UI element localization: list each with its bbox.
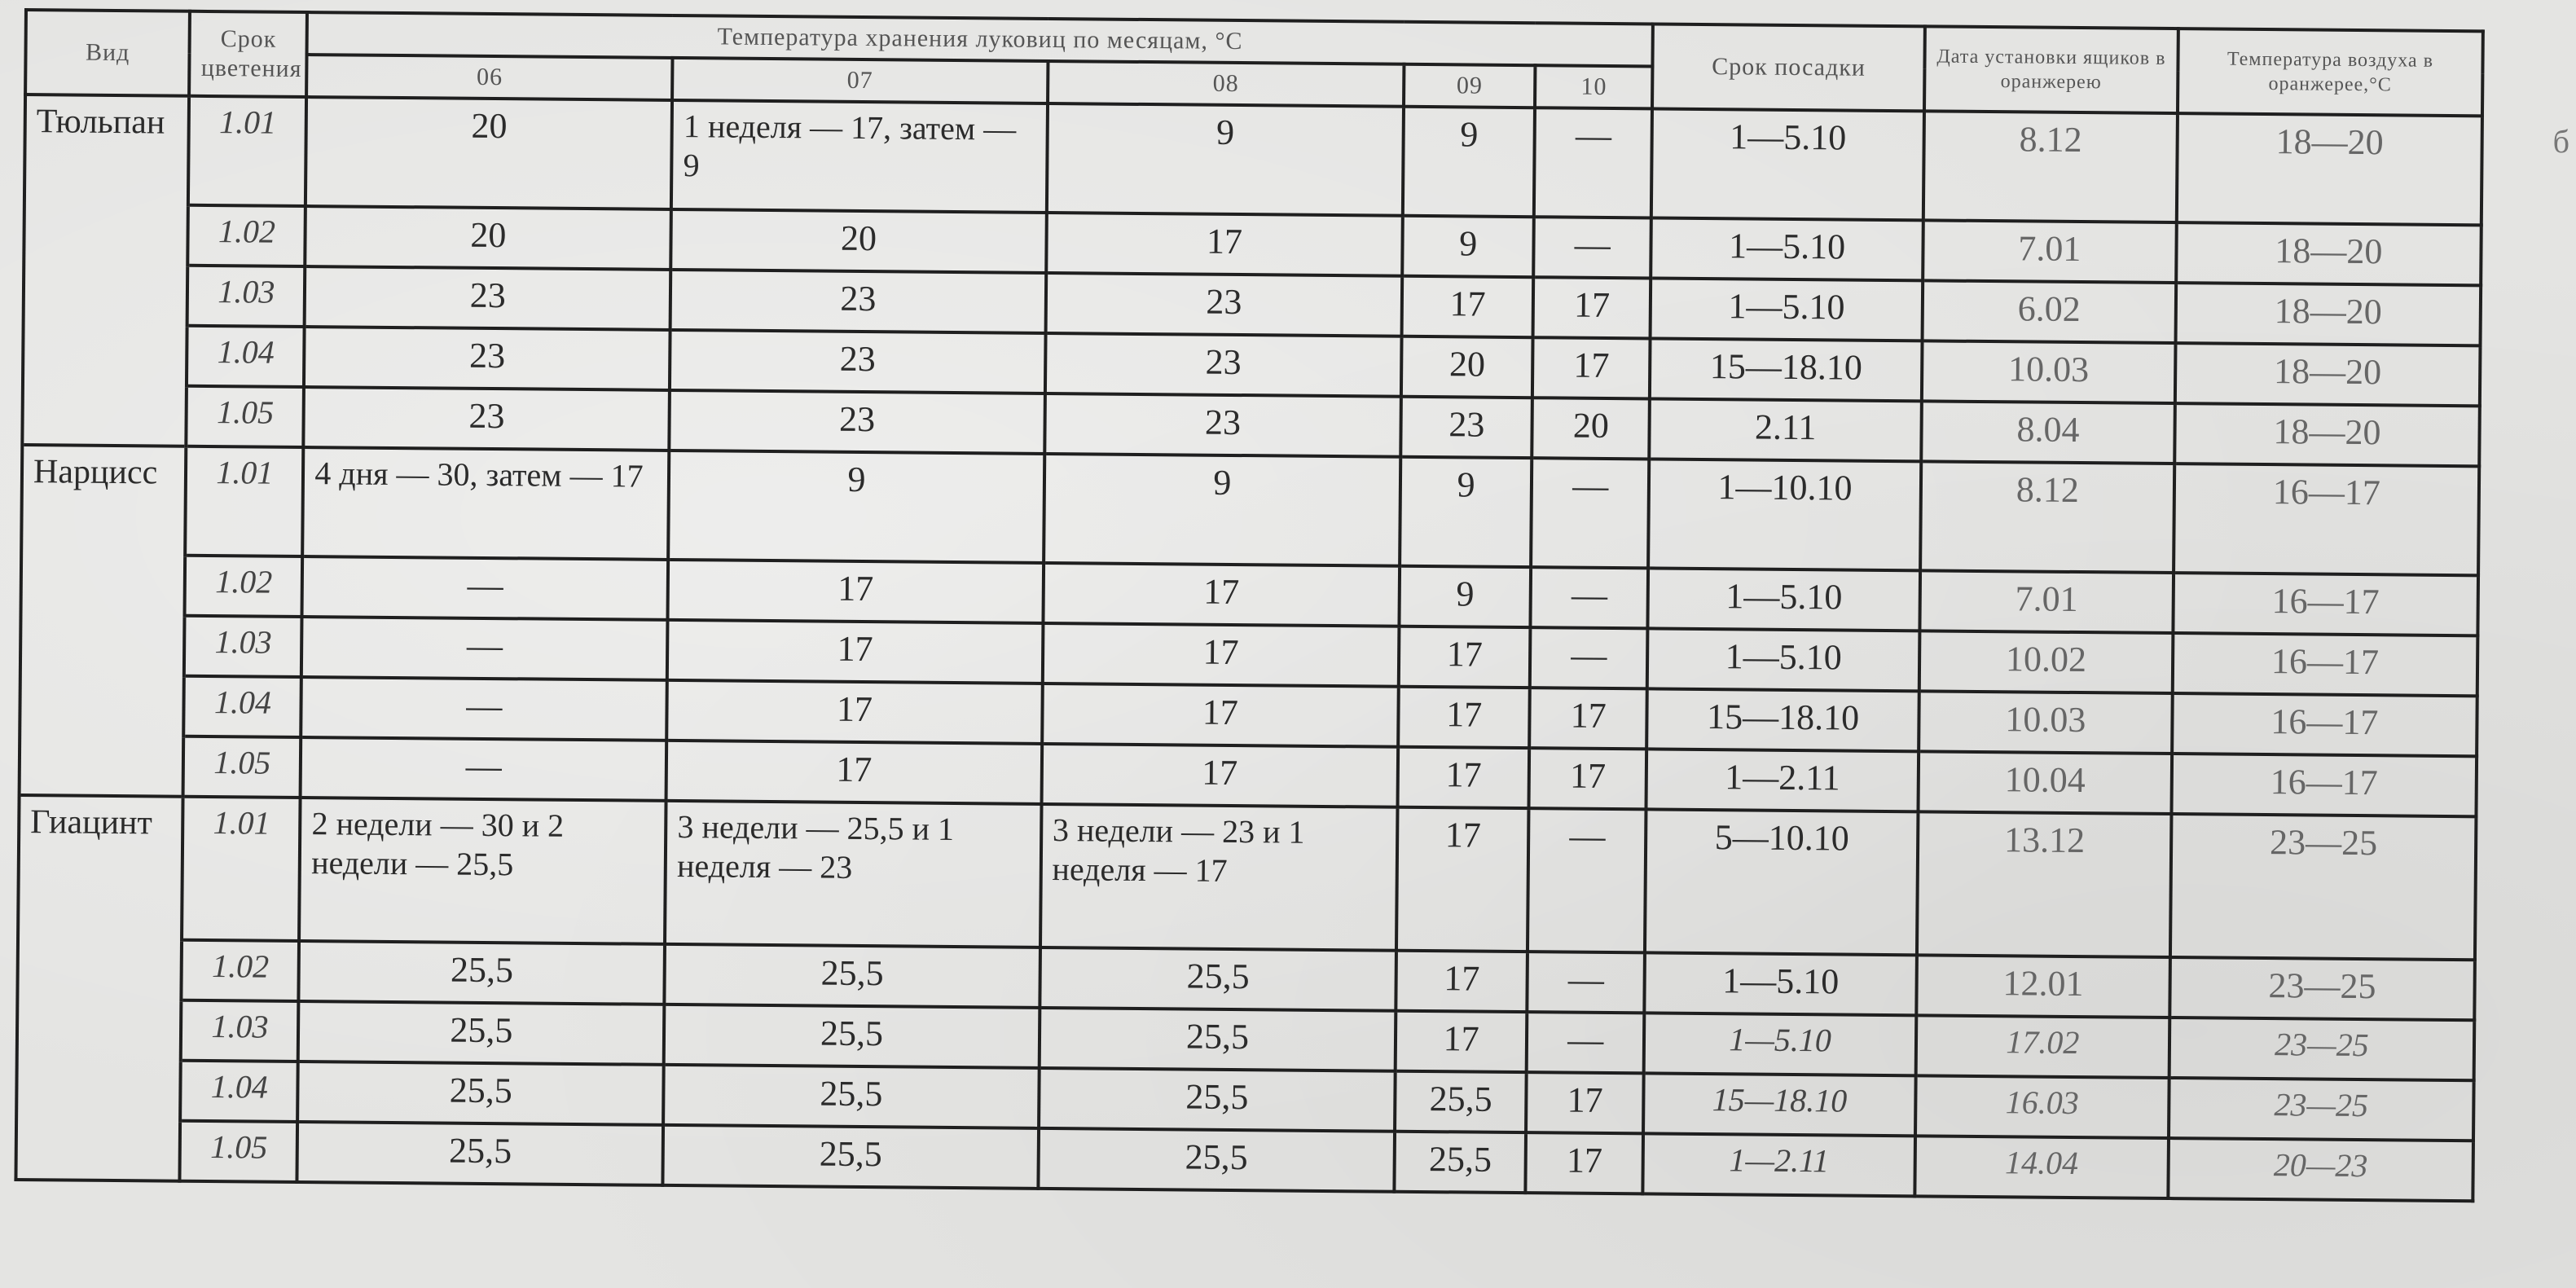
storage-10-cell: 17 <box>1526 1132 1644 1193</box>
storage-06-cell: — <box>301 617 668 680</box>
storage-07-cell: 25,5 <box>664 1004 1040 1068</box>
box-date-cell: 8.12 <box>1923 111 2178 222</box>
species-cell: Нарцисс <box>21 445 187 556</box>
storage-07-cell: 1 неделя — 17, затем — 9 <box>671 100 1048 213</box>
storage-08-cell: 23 <box>1044 393 1401 457</box>
storage-10-cell: 17 <box>1529 748 1647 809</box>
storage-08-cell: 3 недели — 23 и 1 неделя — 17 <box>1040 804 1398 951</box>
storage-06-cell: 23 <box>304 327 670 390</box>
planting-cell: 15—18.10 <box>1643 1073 1915 1136</box>
species-cell: Тюльпан <box>24 95 190 205</box>
storage-10-cell: 17 <box>1532 337 1651 398</box>
box-date-cell: 12.01 <box>1916 955 2169 1018</box>
storage-08-cell: 25,5 <box>1039 1008 1396 1071</box>
margin-mark: б <box>2552 123 2569 160</box>
species-cell <box>24 264 188 326</box>
storage-09-cell: 20 <box>1401 336 1533 398</box>
storage-07-cell: 25,5 <box>663 1125 1039 1189</box>
box-date-cell: 8.04 <box>1921 401 2174 464</box>
storage-08-cell: 17 <box>1043 563 1400 626</box>
planting-cell: 5—10.10 <box>1645 809 1918 955</box>
planting-cell: 1—2.11 <box>1646 749 1919 811</box>
bloom-date-cell: 1.04 <box>181 1061 299 1122</box>
species-cell <box>16 1059 181 1121</box>
header-air-temp: Температура воздуха в оранжерее,°C <box>2178 29 2483 116</box>
storage-08-cell: 25,5 <box>1038 1128 1395 1192</box>
storage-10-cell: 17 <box>1526 1072 1644 1133</box>
box-date-cell: 8.12 <box>1920 461 2174 573</box>
species-cell <box>20 735 184 797</box>
storage-08-cell: 17 <box>1042 684 1399 747</box>
air-temp-cell: 16—17 <box>2173 633 2478 696</box>
box-date-cell: 7.01 <box>1919 570 2173 633</box>
planting-cell: 15—18.10 <box>1646 688 1919 751</box>
planting-cell: 1—5.10 <box>1651 218 1923 280</box>
planting-cell: 1—5.10 <box>1644 1013 1916 1075</box>
air-temp-cell: 18—20 <box>2175 283 2481 345</box>
air-temp-cell: 18—20 <box>2177 113 2482 225</box>
bloom-date-cell: 1.03 <box>187 266 306 327</box>
storage-07-cell: 17 <box>666 680 1042 744</box>
storage-06-cell: 25,5 <box>299 941 666 1004</box>
storage-09-cell: 25,5 <box>1395 1071 1527 1132</box>
storage-06-cell: 23 <box>305 266 671 330</box>
bloom-date-cell: 1.03 <box>181 1000 299 1062</box>
storage-09-cell: 9 <box>1400 566 1532 627</box>
species-cell <box>24 204 188 266</box>
planting-cell: 1—5.10 <box>1644 952 1916 1015</box>
storage-06-cell: — <box>301 737 667 801</box>
bloom-date-cell: 1.01 <box>182 797 300 941</box>
storage-09-cell: 17 <box>1396 951 1528 1012</box>
storage-06-cell: 25,5 <box>297 1062 664 1125</box>
air-temp-cell: 20—23 <box>2168 1138 2473 1201</box>
header-storage-group: Температура хранения луковиц по месяцам, °C <box>307 12 1653 66</box>
planting-cell: 15—18.10 <box>1650 338 1922 401</box>
storage-06-cell: 23 <box>304 387 670 451</box>
storage-08-cell: 17 <box>1046 213 1403 276</box>
bloom-date-cell: 1.04 <box>184 676 302 737</box>
storage-10-cell: — <box>1530 627 1648 688</box>
storage-10-cell: 20 <box>1532 398 1651 459</box>
storage-09-cell: 9 <box>1402 216 1534 277</box>
storage-08-cell: 23 <box>1045 333 1402 397</box>
air-temp-cell: 23—25 <box>2169 957 2475 1020</box>
storage-08-cell: 25,5 <box>1040 947 1396 1011</box>
storage-06-cell: 2 недели — 30 и 2 недели — 25,5 <box>299 798 666 944</box>
bloom-date-cell: 1.01 <box>186 446 304 556</box>
box-date-cell: 17.02 <box>1916 1015 2169 1078</box>
header-bloom: Срок цветения <box>190 11 308 97</box>
storage-07-cell: 3 недели — 25,5 и 1 неделя — 23 <box>665 801 1041 947</box>
header-month: 09 <box>1404 64 1536 108</box>
storage-06-cell: 20 <box>306 97 672 209</box>
air-temp-cell: 18—20 <box>2175 343 2481 406</box>
storage-07-cell: 23 <box>670 330 1045 393</box>
box-date-cell: 10.03 <box>1919 691 2172 754</box>
storage-10-cell: — <box>1528 952 1646 1013</box>
storage-10-cell: — <box>1534 108 1652 218</box>
storage-09-cell: 17 <box>1396 1011 1528 1072</box>
species-cell <box>15 1119 180 1181</box>
storage-08-cell: 17 <box>1043 623 1400 687</box>
air-temp-cell: 18—20 <box>2174 403 2480 466</box>
planting-cell: 2.11 <box>1649 398 1921 461</box>
air-temp-cell: 23—25 <box>2170 814 2477 960</box>
storage-06-cell: 20 <box>306 206 672 270</box>
bloom-date-cell: 1.05 <box>183 736 301 798</box>
air-temp-cell: 23—25 <box>2169 1078 2474 1141</box>
storage-09-cell: 17 <box>1396 807 1529 952</box>
box-date-cell: 6.02 <box>1923 280 2176 343</box>
species-cell <box>23 324 187 386</box>
storage-09-cell: 17 <box>1398 687 1530 748</box>
storage-10-cell: — <box>1531 458 1649 568</box>
storage-10-cell: — <box>1527 1012 1645 1073</box>
bloom-date-cell: 1.05 <box>187 386 305 447</box>
storage-10-cell: — <box>1531 567 1649 628</box>
storage-06-cell: — <box>301 677 668 741</box>
species-cell: Гиацинт <box>18 795 183 940</box>
storage-09-cell: 23 <box>1400 397 1532 458</box>
storage-07-cell: 25,5 <box>665 944 1040 1008</box>
header-month: 06 <box>306 55 672 100</box>
storage-07-cell: 17 <box>666 741 1042 804</box>
species-cell <box>17 939 182 1000</box>
storage-10-cell: — <box>1528 808 1646 952</box>
planting-cell: 1—10.10 <box>1648 459 1921 570</box>
header-species: Вид <box>25 10 190 96</box>
planting-cell: 1—5.10 <box>1651 108 1924 220</box>
storage-08-cell: 25,5 <box>1039 1068 1396 1132</box>
storage-09-cell: 17 <box>1398 747 1530 808</box>
species-cell <box>17 999 182 1061</box>
table-row <box>24 95 2482 225</box>
storage-07-cell: 17 <box>668 560 1044 623</box>
box-date-cell: 13.12 <box>1917 811 2171 957</box>
bloom-date-cell: 1.04 <box>187 326 305 387</box>
storage-08-cell: 9 <box>1044 454 1401 566</box>
header-month: 10 <box>1535 65 1652 108</box>
bloom-date-cell: 1.02 <box>182 940 300 1001</box>
storage-07-cell: 23 <box>670 270 1046 333</box>
storage-06-cell: — <box>302 556 669 620</box>
table-row <box>21 445 2479 575</box>
bloom-date-cell: 1.01 <box>188 96 306 206</box>
air-temp-cell: 16—17 <box>2174 464 2479 575</box>
header-month: 07 <box>672 58 1048 103</box>
storage-06-cell: 25,5 <box>297 1122 664 1185</box>
header-box-date: Дата установки ящиков в оранжерею <box>1924 26 2178 113</box>
storage-06-cell: 25,5 <box>298 1001 665 1065</box>
storage-10-cell: 17 <box>1533 277 1651 338</box>
header-planting: Срок посадки <box>1652 24 1925 111</box>
storage-07-cell: 9 <box>668 451 1044 563</box>
species-cell <box>22 385 187 446</box>
bloom-date-cell: 1.03 <box>184 616 302 677</box>
bulb-forcing-table <box>14 8 2484 1202</box>
bloom-date-cell: 1.02 <box>185 556 303 617</box>
storage-10-cell: 17 <box>1529 688 1647 749</box>
air-temp-cell: 16—17 <box>2171 754 2477 816</box>
species-cell <box>20 614 185 676</box>
box-date-cell: 10.03 <box>1922 341 2175 403</box>
box-date-cell: 7.01 <box>1923 220 2176 283</box>
planting-cell: 1—5.10 <box>1647 628 1919 691</box>
storage-07-cell: 23 <box>670 390 1045 454</box>
box-date-cell: 14.04 <box>1914 1136 2168 1198</box>
bloom-date-cell: 1.02 <box>188 205 306 266</box>
bloom-date-cell: 1.05 <box>180 1121 298 1182</box>
storage-07-cell: 25,5 <box>663 1065 1039 1128</box>
planting-cell: 1—5.10 <box>1651 278 1923 341</box>
table-body <box>15 95 2482 1201</box>
air-temp-cell: 23—25 <box>2169 1018 2474 1080</box>
storage-06-cell: 4 дня — 30, затем — 17 <box>302 447 669 560</box>
box-date-cell: 10.04 <box>1918 751 2171 814</box>
storage-10-cell: — <box>1533 217 1651 278</box>
storage-08-cell: 9 <box>1047 103 1404 216</box>
planting-cell: 1—2.11 <box>1643 1133 1915 1196</box>
box-date-cell: 16.03 <box>1915 1075 2169 1138</box>
table-row <box>18 795 2476 960</box>
storage-09-cell: 17 <box>1402 276 1534 337</box>
storage-08-cell: 17 <box>1041 744 1398 807</box>
storage-09-cell: 9 <box>1400 457 1532 567</box>
planting-cell: 1—5.10 <box>1648 568 1920 631</box>
air-temp-cell: 16—17 <box>2173 573 2478 635</box>
storage-09-cell: 25,5 <box>1395 1132 1527 1193</box>
storage-07-cell: 20 <box>670 209 1046 273</box>
species-cell <box>20 675 184 736</box>
header-month: 08 <box>1048 61 1404 107</box>
species-cell <box>21 554 186 616</box>
air-temp-cell: 18—20 <box>2176 222 2481 285</box>
storage-07-cell: 17 <box>667 620 1043 684</box>
box-date-cell: 10.02 <box>1919 631 2173 693</box>
storage-09-cell: 17 <box>1399 626 1531 688</box>
storage-08-cell: 23 <box>1045 273 1402 336</box>
storage-09-cell: 9 <box>1403 107 1535 217</box>
air-temp-cell: 16—17 <box>2172 693 2477 756</box>
